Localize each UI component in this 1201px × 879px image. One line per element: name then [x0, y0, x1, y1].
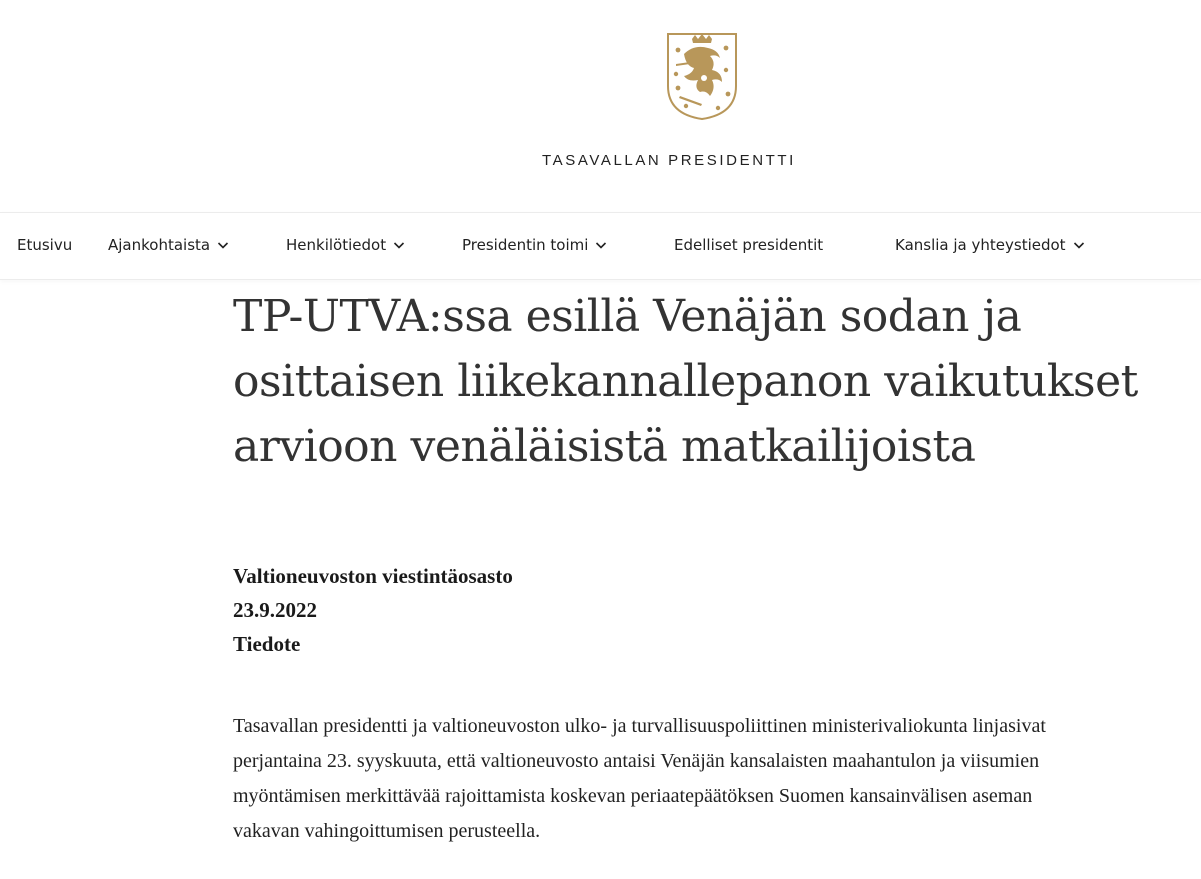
site-header	[0, 0, 1201, 212]
article-title	[233, 280, 1163, 479]
article-meta	[233, 559, 513, 661]
nav-item-kanslia-ja-yhteystiedot[interactable]	[895, 236, 1085, 254]
nav-item-label: Ajankohtaista	[108, 236, 211, 254]
article-body	[233, 709, 1153, 849]
chevron-down-icon	[1073, 239, 1085, 251]
nav-item-label: Etusivu	[17, 236, 73, 254]
nav-item-ajankohtaista[interactable]	[108, 236, 229, 254]
nav-item-presidentin-toimi[interactable]	[462, 236, 607, 254]
article-title-line: TP-UTVA:ssa esillä Venäjän sodan ja	[233, 291, 1022, 342]
article-publisher: Valtioneuvoston viestintäosasto	[233, 564, 513, 588]
nav-item-label: Henkilötiedot	[286, 236, 387, 254]
nav-item-henkilotiedot[interactable]	[286, 236, 405, 254]
article-body-line: vakavan vahingoittumisen perusteella.	[233, 820, 541, 842]
nav-item-label: Kanslia ja yhteystiedot	[895, 236, 1066, 254]
article-content	[233, 280, 1163, 479]
article-title-line: osittaisen liikekannallepanon vaikutukset	[233, 356, 1138, 407]
site-title[interactable]: TASAVALLAN PRESIDENTTI	[542, 152, 796, 169]
nav-item-label: Edelliset presidentit	[674, 236, 824, 254]
article-body-line: Tasavallan presidentti ja valtioneuvoston ulko- ja turvallisuuspoliittinen ministerivaliokunta linjasivat	[233, 715, 1046, 737]
nav-item-label: Presidentin toimi	[462, 236, 589, 254]
nav-item-edelliset-presidentit[interactable]	[674, 236, 823, 254]
nav-item-etusivu[interactable]	[17, 236, 72, 254]
article-body-line: myöntämisen merkittävää rajoittamista koskevan periaatepäätöksen Suomen kansainvälisen aseman	[233, 785, 1033, 807]
article-type: Tiedote	[233, 632, 301, 656]
main-navigation	[0, 212, 1201, 280]
finnish-coat-of-arms-icon	[664, 30, 740, 122]
article-title-line: arvioon venäläisistä matkailijoista	[233, 421, 976, 472]
article-date: 23.9.2022	[233, 598, 317, 622]
chevron-down-icon	[217, 239, 229, 251]
article-body-line: perjantaina 23. syyskuuta, että valtioneuvosto antaisi Venäjän kansalaisten maahantulon ja viisumien	[233, 750, 1040, 772]
chevron-down-icon	[595, 239, 607, 251]
chevron-down-icon	[393, 239, 405, 251]
